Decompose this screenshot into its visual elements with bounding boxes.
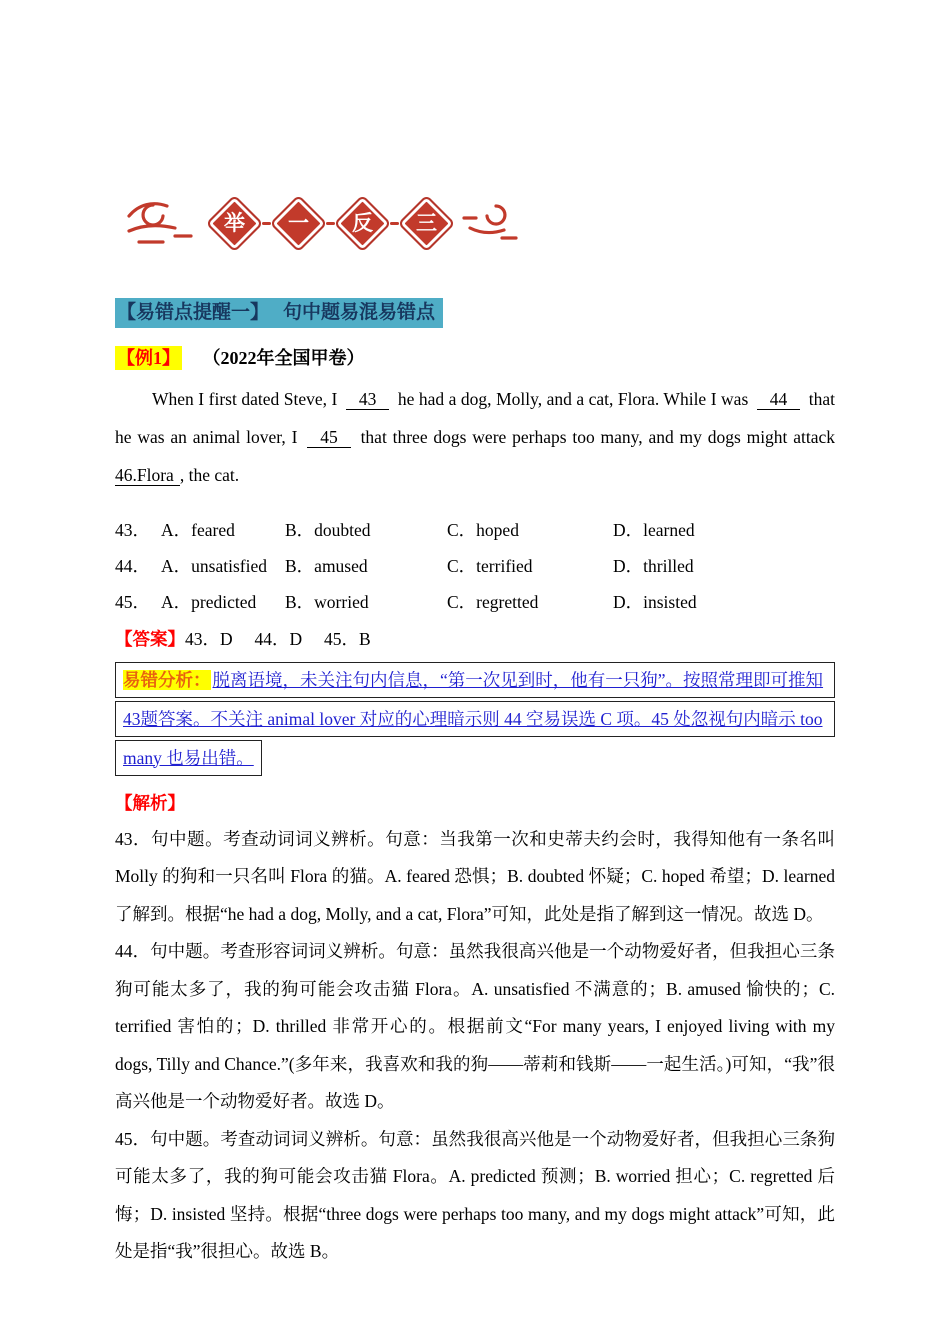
cloze-passage [115,380,835,494]
explanation-paragraph-45: 45．句中题。考查动词词义辨析。句意：虽然我很高兴他是一个动物爱好者，但我担心三条狗可能太多了，我的狗可能会攻击猫 Flora。A. predicted 预测；B. worried 担心；C. regretted 后悔；D. insisted 坚持。根据“three dogs were perhaps too many, and my dogs might attack”可知，此处是指“我”很担心。故选 B。 [115,1128,835,1261]
option-b: B．amused [285,555,368,576]
analysis-text: many 也易出错。 [123,747,254,768]
banner-char: 三 [416,210,437,235]
answer-values: 43．D 44．D 45．B [185,628,371,649]
section-heading-tag: 【易错点提醒一】 [117,302,270,323]
passage-text: that he was an animal lover, I [115,389,836,447]
banner-dash-icon [390,222,399,225]
option-a: A．unsatisfied [161,555,267,576]
question-number: 43． [115,519,150,540]
analysis-box-line2 [115,701,835,737]
option-d: D．thrilled [613,555,694,576]
banner-badge [334,194,392,252]
banner-char: 一 [288,210,309,235]
option-a: A．feared [161,519,235,540]
error-analysis-block [115,662,835,779]
answer-tag: 【答案】 [115,628,185,649]
explanation-paragraph-43: 43．句中题。考查动词词义辨析。句意：当我第一次和史蒂夫约会时，我得知他有一条名叫 Molly 的狗和一只名叫 Flora 的猫。A. feared 恐惧；B. doubted 怀疑；C. hoped 希望；D. learned 了解到。根据“he had a dog, Molly, and a cat, Flora”可知，此处是指了解到这一情况。故选 D。 [115,828,835,924]
banner-char: 反 [352,210,373,235]
banner-badge [398,194,456,252]
explanation-paragraph-44: 44．句中题。考查形容词词义辨析。句意：虽然我很高兴他是一个动物爱好者，但我担心三条狗可能太多了，我的狗可能会攻击猫 Flora。A. unsatisfied 不满意的；B. amused 愉快的；C. terrified 害怕的；D. thrilled 非常开心的。根据前文“For many years, I enjoyed living with my dogs, Tilly and Chance.”(多年来，我喜欢和我的狗——蒂莉和钱斯——一起生活。)可知，“我”很高兴他是一个动物爱好者。故选 D。 [115,941,835,1111]
analysis-label: 易错分析： [123,669,211,690]
option-c: C．regretted [447,591,539,612]
answer-line [115,621,835,657]
example-tag: 【例1】 [117,348,180,368]
document-page [0,190,950,1271]
banner [123,190,835,256]
banner-dash-icon [326,222,335,225]
options-block [115,512,835,620]
banner-char: 举 [224,210,245,235]
section-heading-title: 句中题易混易错点 [283,302,436,323]
question-number: 45． [115,591,150,612]
explanation-heading [115,785,835,821]
section-heading-highlight [115,298,443,328]
explanation-tag: 【解析】 [115,792,185,813]
option-d: D．insisted [613,591,697,612]
analysis-text: 脱离语境，未关注句内信息，“第一次见到时，他有一只狗”。按照常理即可推知 [212,669,824,690]
banner-dash-icon [262,222,271,225]
option-d: D．learned [613,519,695,540]
passage-text: , the cat. [179,465,240,485]
question-number: 44． [115,555,150,576]
banner-badge [206,194,264,252]
option-c: C．terrified [447,555,533,576]
passage-text: When I first dated Steve, I [152,389,338,409]
banner-badges [207,203,454,244]
cloze-blank-43: 43 [346,389,390,410]
example-line [115,344,835,370]
analysis-text: 43题答案。不关注 animal lover 对应的心理暗示则 44 空易误选 C 项。45 处忽视句内暗示 too [123,708,823,729]
cloze-blank-44: 44 [757,389,801,410]
cloze-blank-46: 46.Flora [115,465,180,486]
option-c: C．hoped [447,519,519,540]
cloze-blank-45: 45 [307,427,351,448]
question-row-44 [115,548,835,584]
question-row-45 [115,584,835,620]
analysis-box-line1 [115,662,835,698]
analysis-box-line3 [115,740,262,776]
passage-text: he had a dog, Molly, and a cat, Flora. While I was [397,389,749,409]
banner-badge [270,194,328,252]
cloud-right-icon [460,198,522,248]
option-b: B．doubted [285,519,371,540]
question-row-43 [115,512,835,548]
section-heading [115,298,835,328]
passage-text: that three dogs were perhaps too many, and my dogs might attack [360,427,836,447]
example-source: （2022年全国甲卷） [202,348,365,368]
option-a: A．predicted [161,591,257,612]
cloud-left-icon [123,196,201,250]
option-b: B．worried [285,591,369,612]
